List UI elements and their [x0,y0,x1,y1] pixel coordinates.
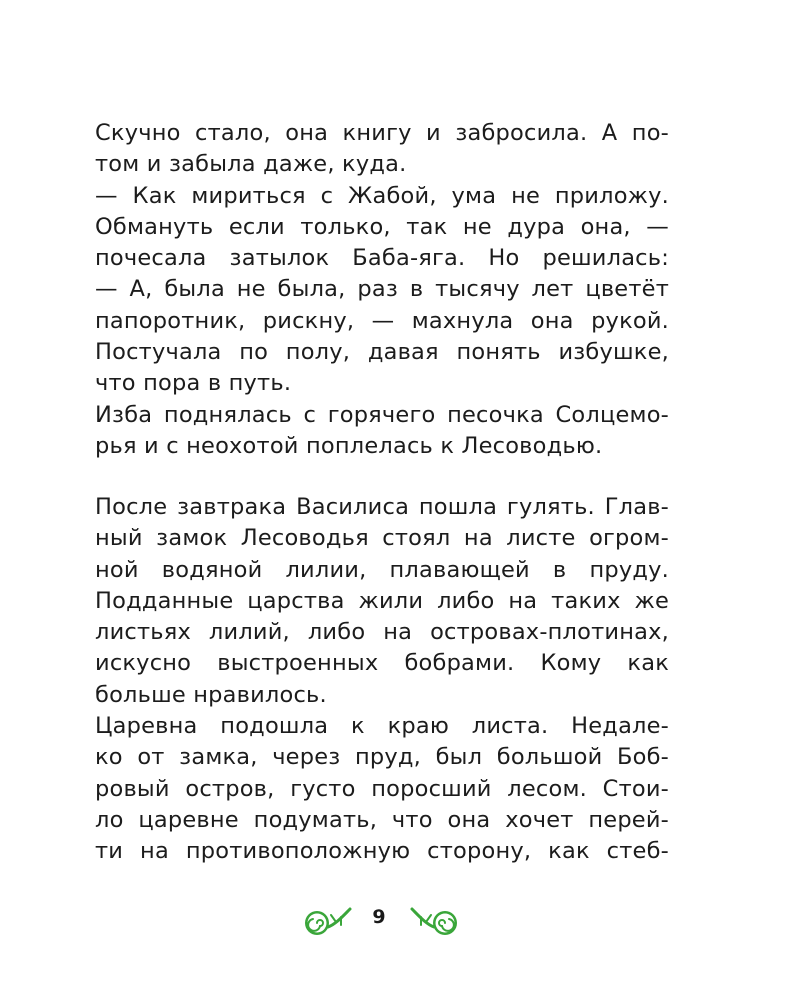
text-section-2 [95,492,669,868]
paragraph [95,711,669,867]
text-line: Подданные царства жили либо на таких же [95,587,669,614]
paragraph [95,118,669,181]
paragraph [95,400,669,463]
page-footer [0,900,800,944]
text-line: ко от замка, через пруд, был большой Боб- [95,744,669,771]
text-line: искусно выстроенных бобрами. Кому как [95,650,669,677]
text-line: ровый остров, густо поросший лесом. Стои- [95,775,669,802]
text-line: ный замок Лесоводья стоял на листе огром- [95,525,669,552]
text-line: папоротник, рискну, — махнула она рукой. [95,307,669,334]
text-line: После завтрака Василиса пошла гулять. Глав- [95,494,669,520]
text-line: Скучно стало, она книгу и забросила. А по- [95,120,669,146]
text-line: — Как мириться с Жабой, ума не приложу. [95,182,669,209]
text-line: том и забыла даже, куда. [95,151,407,178]
fern-swirl-icon [404,902,462,942]
text-line: Постучала по полу, давая понять избушке, [95,339,669,366]
text-line: Изба поднялась с горячего песочка Солцемо- [95,401,669,428]
text-line: — А, была не была, раз в тысячу лет цветёт [95,276,669,303]
text-line: Обмануть если только, так не дура она, — [95,213,669,240]
paragraph [95,492,669,711]
text-line: почесала затылок Баба-яга. Но решилась: [95,245,669,272]
text-line: Царевна подошла к краю листа. Недале- [95,713,669,740]
text-line: больше нравилось. [95,681,327,708]
paragraph [95,181,669,275]
text-line: что пора в путь. [95,370,292,397]
text-line: рья и с неохотой поплелась к Лесоводью. [95,432,603,459]
text-line: листьях лилий, либо на островах-плотинах, [95,619,669,646]
paragraph [95,274,669,399]
fern-swirl-icon [300,902,358,942]
text-section-1 [95,118,669,462]
text-line: ной водяной лилии, плавающей в пруду. [95,556,669,583]
page-number: 9 [372,906,386,928]
text-line: ти на противоположную сторону, как стеб- [95,838,669,865]
text-line: ло царевне подумать, что она хочет перей- [95,806,669,833]
